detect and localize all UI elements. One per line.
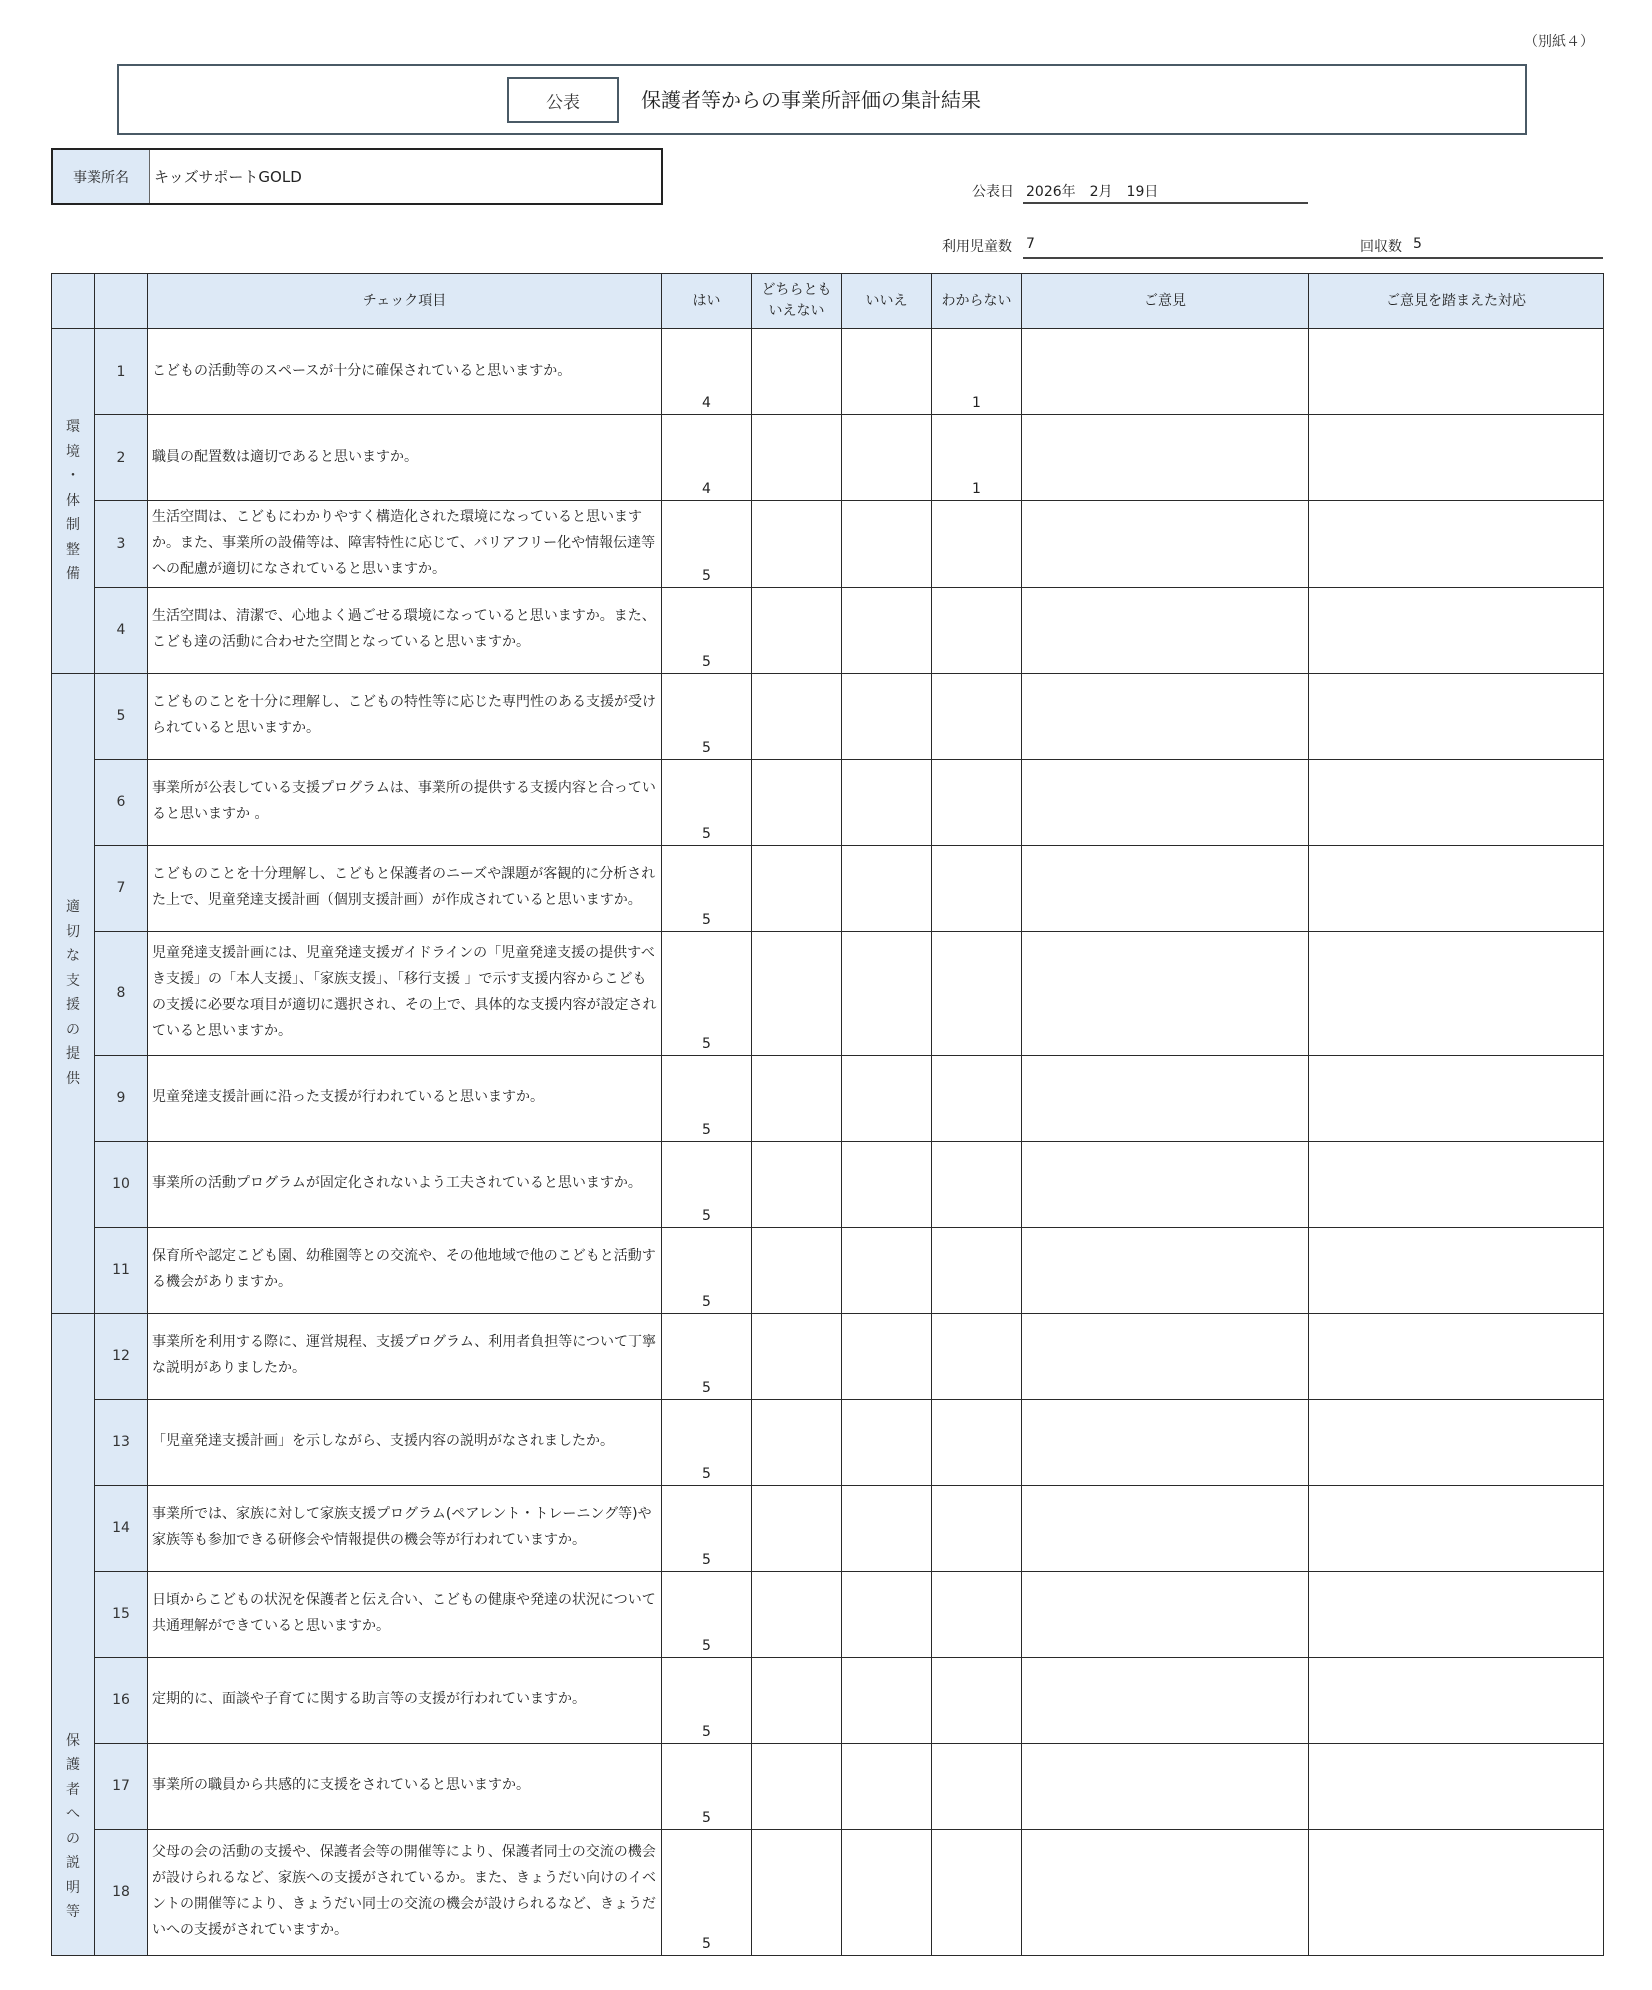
- answer-no: [842, 329, 932, 415]
- answer-no: [842, 1227, 932, 1313]
- row-number: 13: [95, 1399, 148, 1485]
- opinion-cell: [1022, 673, 1309, 759]
- answer-unknown: [932, 1141, 1022, 1227]
- category-char: 境: [66, 443, 80, 460]
- category-char: 援: [66, 997, 80, 1014]
- answer-neither: [752, 587, 842, 673]
- row-number: 4: [95, 587, 148, 673]
- users-count-value: 7: [1026, 236, 1035, 252]
- answer-yes: 5: [662, 759, 752, 845]
- publication-date-underline: [1023, 202, 1308, 204]
- response-cell: [1309, 1399, 1604, 1485]
- table-row: [52, 501, 1604, 588]
- table-row: [52, 1485, 1604, 1571]
- category-char: 護: [66, 1757, 80, 1774]
- table-row: [52, 1743, 1604, 1829]
- appendix-label: （別紙４）: [1524, 34, 1594, 50]
- check-item-text: 生活空間は、清潔で、心地よく過ごせる環境になっていると思いますか。また、こども達の活動に合わせた空間となっていると思いますか。: [148, 587, 662, 673]
- col-neither: [752, 274, 842, 329]
- opinion-cell: [1022, 587, 1309, 673]
- opinion-cell: [1022, 1485, 1309, 1571]
- answer-unknown: [932, 1657, 1022, 1743]
- table-row: [52, 415, 1604, 501]
- row-number: 5: [95, 673, 148, 759]
- category-char: 制: [66, 517, 80, 534]
- check-item-text: 日頃からこどもの状況を保護者と伝え合い、こどもの健康や発達の状況について共通理解ができていると思いますか。: [148, 1571, 662, 1657]
- row-number: 6: [95, 759, 148, 845]
- check-item-text: 事業所が公表している支援プログラムは、事業所の提供する支援内容と合っていると思いますか 。: [148, 759, 662, 845]
- answer-yes: 5: [662, 1227, 752, 1313]
- table-row: [52, 1399, 1604, 1485]
- answer-no: [842, 845, 932, 931]
- opinion-cell: [1022, 1743, 1309, 1829]
- answer-no: [842, 415, 932, 501]
- response-cell: [1309, 1141, 1604, 1227]
- response-cell: [1309, 1227, 1604, 1313]
- office-name-label: 事業所名: [53, 150, 150, 203]
- answer-neither: [752, 673, 842, 759]
- row-number: 1: [95, 329, 148, 415]
- answer-unknown: [932, 1743, 1022, 1829]
- answer-unknown: [932, 1227, 1022, 1313]
- category-label: [52, 1313, 95, 1955]
- opinion-cell: [1022, 329, 1309, 415]
- evaluation-table: [51, 273, 1604, 1956]
- answer-no: [842, 1743, 932, 1829]
- response-cell: [1309, 1571, 1604, 1657]
- answer-yes: 4: [662, 329, 752, 415]
- response-cell: [1309, 1743, 1604, 1829]
- check-item-text: 保育所や認定こども園、幼稚園等との交流や、その他地域で他のこどもと活動する機会がありますか。: [148, 1227, 662, 1313]
- opinion-cell: [1022, 1571, 1309, 1657]
- response-cell: [1309, 1313, 1604, 1399]
- answer-neither: [752, 1657, 842, 1743]
- answer-no: [842, 587, 932, 673]
- check-item-text: 事業所を利用する際に、運営規程、支援プログラム、利用者負担等について丁寧な説明がありましたか。: [148, 1313, 662, 1399]
- check-item-text: 児童発達支援計画に沿った支援が行われていると思いますか。: [148, 1055, 662, 1141]
- col-number: [95, 274, 148, 329]
- answer-yes: 5: [662, 931, 752, 1055]
- publication-badge: 公表: [507, 77, 619, 123]
- answer-unknown: [932, 931, 1022, 1055]
- office-name-value: キッズサポートGOLD: [154, 168, 302, 186]
- row-number: 15: [95, 1571, 148, 1657]
- answer-yes: 5: [662, 1313, 752, 1399]
- answer-unknown: [932, 845, 1022, 931]
- answer-no: [842, 931, 932, 1055]
- category-char: 者: [66, 1781, 80, 1798]
- answer-unknown: [932, 1571, 1022, 1657]
- row-number: 14: [95, 1485, 148, 1571]
- category-char: へ: [66, 1806, 80, 1823]
- answer-unknown: [932, 1313, 1022, 1399]
- answer-unknown: [932, 1399, 1022, 1485]
- check-item-text: 事業所の職員から共感的に支援をされていると思いますか。: [148, 1743, 662, 1829]
- table-row: [52, 1829, 1604, 1955]
- answer-no: [842, 1657, 932, 1743]
- response-cell: [1309, 759, 1604, 845]
- answer-no: [842, 759, 932, 845]
- table-row: [52, 587, 1604, 673]
- category-char: 環: [66, 419, 80, 436]
- answer-yes: 5: [662, 1829, 752, 1955]
- answer-neither: [752, 1743, 842, 1829]
- col-response: ご意見を踏まえた対応: [1309, 274, 1604, 329]
- answer-yes: 5: [662, 673, 752, 759]
- answer-no: [842, 1141, 932, 1227]
- opinion-cell: [1022, 931, 1309, 1055]
- col-check-item: チェック項目: [148, 274, 662, 329]
- col-yes: はい: [662, 274, 752, 329]
- response-cell: [1309, 1657, 1604, 1743]
- category-char: 供: [66, 1070, 80, 1087]
- check-item-text: 児童発達支援計画には、児童発達支援ガイドラインの「児童発達支援の提供すべき支援」の「本人支援」、「家族支援」、「移行支援 」で示す支援内容からこどもの支援に必要な項目が適切に選択され、その上で、具体的な支援内容が設定されていると思いますか。: [148, 931, 662, 1055]
- opinion-cell: [1022, 1829, 1309, 1955]
- answer-unknown: 1: [932, 329, 1022, 415]
- answer-unknown: [932, 501, 1022, 588]
- answer-yes: 5: [662, 1055, 752, 1141]
- row-number: 11: [95, 1227, 148, 1313]
- table-row: [52, 1657, 1604, 1743]
- answer-no: [842, 1313, 932, 1399]
- row-number: 2: [95, 415, 148, 501]
- answer-neither: [752, 329, 842, 415]
- opinion-cell: [1022, 501, 1309, 588]
- answer-unknown: [932, 759, 1022, 845]
- answer-no: [842, 1399, 932, 1485]
- category-char: 整: [66, 541, 80, 558]
- answer-unknown: [932, 1055, 1022, 1141]
- answer-neither: [752, 1227, 842, 1313]
- answer-unknown: [932, 1485, 1022, 1571]
- opinion-cell: [1022, 1227, 1309, 1313]
- opinion-cell: [1022, 845, 1309, 931]
- category-char: の: [66, 1021, 80, 1038]
- opinion-cell: [1022, 1657, 1309, 1743]
- col-category: [52, 274, 95, 329]
- opinion-cell: [1022, 759, 1309, 845]
- table-row: [52, 845, 1604, 931]
- table-row: [52, 1227, 1604, 1313]
- answer-unknown: [932, 673, 1022, 759]
- table-row: [52, 1141, 1604, 1227]
- answer-neither: [752, 1141, 842, 1227]
- answer-no: [842, 673, 932, 759]
- row-number: 7: [95, 845, 148, 931]
- answer-no: [842, 1485, 932, 1571]
- page-title: 保護者等からの事業所評価の集計結果: [641, 88, 981, 112]
- opinion-cell: [1022, 1055, 1309, 1141]
- check-item-text: 父母の会の活動の支援や、保護者会等の開催等により、保護者同士の交流の機会が設けられるなど、家族への支援がされているか。また、きょうだい向けのイベントの開催等により、きょうだい同士の交流の機会が設けられるなど、きょうだいへの支援がされていますか。: [148, 1829, 662, 1955]
- check-item-text: こどものことを十分に理解し、こどもの特性等に応じた専門性のある支援が受けられていると思いますか。: [148, 673, 662, 759]
- response-cell: [1309, 1485, 1604, 1571]
- response-cell: [1309, 501, 1604, 588]
- col-no: いいえ: [842, 274, 932, 329]
- answer-neither: [752, 845, 842, 931]
- response-cell: [1309, 1055, 1604, 1141]
- category-label: [52, 329, 95, 674]
- answer-neither: [752, 931, 842, 1055]
- table-row: [52, 673, 1604, 759]
- row-number: 10: [95, 1141, 148, 1227]
- answer-neither: [752, 1055, 842, 1141]
- check-item-text: 「児童発達支援計画」を示しながら、支援内容の説明がなされましたか。: [148, 1399, 662, 1485]
- response-cell: [1309, 587, 1604, 673]
- check-item-text: こどもの活動等のスペースが十分に確保されていると思いますか。: [148, 329, 662, 415]
- answer-unknown: 1: [932, 415, 1022, 501]
- category-char: 保: [66, 1732, 80, 1749]
- answer-no: [842, 501, 932, 588]
- category-char: ・: [66, 468, 80, 485]
- response-cell: [1309, 931, 1604, 1055]
- office-name-box: [51, 148, 663, 205]
- category-char: の: [66, 1830, 80, 1847]
- row-number: 9: [95, 1055, 148, 1141]
- response-cell: [1309, 845, 1604, 931]
- response-cell: [1309, 673, 1604, 759]
- answer-neither: [752, 415, 842, 501]
- table-row: [52, 1313, 1604, 1399]
- answer-yes: 5: [662, 1485, 752, 1571]
- table-row: [52, 1055, 1604, 1141]
- check-item-text: 事業所の活動プログラムが固定化されないよう工夫されていると思いますか。: [148, 1141, 662, 1227]
- category-char: 等: [66, 1904, 80, 1921]
- opinion-cell: [1022, 1399, 1309, 1485]
- answer-neither: [752, 1485, 842, 1571]
- col-opinion: ご意見: [1022, 274, 1309, 329]
- category-label: [52, 673, 95, 1313]
- answer-no: [842, 1055, 932, 1141]
- answer-yes: 4: [662, 415, 752, 501]
- answer-yes: 5: [662, 501, 752, 588]
- collected-count-value: 5: [1413, 236, 1422, 252]
- category-char: 提: [66, 1046, 80, 1063]
- answer-neither: [752, 1829, 842, 1955]
- col-neither-line2: いえない: [768, 303, 825, 319]
- answer-no: [842, 1571, 932, 1657]
- answer-yes: 5: [662, 1399, 752, 1485]
- answer-neither: [752, 1313, 842, 1399]
- category-char: 切: [66, 923, 80, 940]
- answer-neither: [752, 1571, 842, 1657]
- check-item-text: 生活空間は、こどもにわかりやすく構造化された環境になっていると思いますか。また、事業所の設備等は、障害特性に応じて、バリアフリー化や情報伝達等への配慮が適切になされていると思いますか。: [148, 501, 662, 588]
- answer-unknown: [932, 1829, 1022, 1955]
- table-row: [52, 329, 1604, 415]
- answer-no: [842, 1829, 932, 1955]
- opinion-cell: [1022, 1141, 1309, 1227]
- check-item-text: 事業所では、家族に対して家族支援プログラム(ペアレント・トレーニング等)や家族等も参加できる研修会や情報提供の機会等が行われていますか。: [148, 1485, 662, 1571]
- response-cell: [1309, 415, 1604, 501]
- check-item-text: こどものことを十分理解し、こどもと保護者のニーズや課題が客観的に分析された上で、児童発達支援計画（個別支援計画）が作成されていると思いますか。: [148, 845, 662, 931]
- category-char: 備: [66, 566, 80, 583]
- row-number: 18: [95, 1829, 148, 1955]
- category-char: 明: [66, 1879, 80, 1896]
- answer-yes: 5: [662, 587, 752, 673]
- category-char: 説: [66, 1855, 80, 1872]
- answer-unknown: [932, 587, 1022, 673]
- publication-date-label: 公表日: [972, 184, 1014, 200]
- category-char: 適: [66, 899, 80, 916]
- row-number: 3: [95, 501, 148, 588]
- answer-yes: 5: [662, 1743, 752, 1829]
- answer-neither: [752, 759, 842, 845]
- title-box: [117, 64, 1527, 135]
- category-char: な: [66, 948, 80, 965]
- category-char: 支: [66, 972, 80, 989]
- row-number: 8: [95, 931, 148, 1055]
- opinion-cell: [1022, 1313, 1309, 1399]
- table-row: [52, 931, 1604, 1055]
- answer-yes: 5: [662, 845, 752, 931]
- collected-count-label: 回収数: [1360, 239, 1402, 255]
- row-number: 12: [95, 1313, 148, 1399]
- answer-yes: 5: [662, 1571, 752, 1657]
- row-number: 17: [95, 1743, 148, 1829]
- answer-yes: 5: [662, 1657, 752, 1743]
- row-number: 16: [95, 1657, 148, 1743]
- answer-neither: [752, 501, 842, 588]
- opinion-cell: [1022, 415, 1309, 501]
- users-count-label: 利用児童数: [942, 239, 1012, 255]
- table-row: [52, 1571, 1604, 1657]
- table-header-row: [52, 274, 1604, 329]
- publication-date-value: 2026年 2月 19日: [1026, 184, 1159, 200]
- answer-yes: 5: [662, 1141, 752, 1227]
- col-neither-line1: どちらとも: [761, 282, 832, 298]
- check-item-text: 職員の配置数は適切であると思いますか。: [148, 415, 662, 501]
- table-row: [52, 759, 1604, 845]
- counts-underline: [1023, 257, 1603, 259]
- answer-neither: [752, 1399, 842, 1485]
- category-char: 体: [66, 492, 80, 509]
- col-unknown: わからない: [932, 274, 1022, 329]
- response-cell: [1309, 329, 1604, 415]
- response-cell: [1309, 1829, 1604, 1955]
- check-item-text: 定期的に、面談や子育てに関する助言等の支援が行われていますか。: [148, 1657, 662, 1743]
